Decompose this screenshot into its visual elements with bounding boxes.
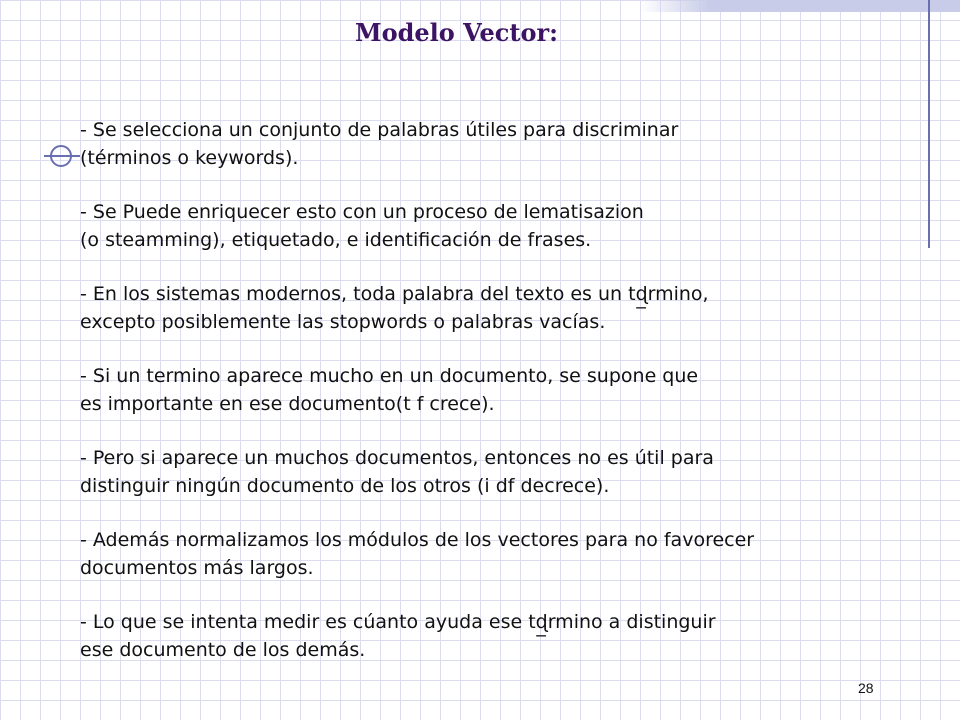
paragraph-line: (términos o keywords). [80,147,299,169]
top-decorative-bar [710,0,960,12]
slide-title: Modelo Vector: [355,18,559,47]
paragraph-7 [80,608,940,664]
paragraph-line: excepto posiblemente las stopwords o palabras vacías. [80,311,606,333]
paragraph-line: - Pero si aparece un muchos documentos, entonces no es útil para [80,447,714,469]
decorative-circle [50,145,72,167]
paragraph-line: - Si un termino aparece mucho en un documento, se supone que [80,365,699,387]
paragraph-line: - Además normalizamos los módulos de los vectores para no favorecer [80,529,755,551]
slide-body [80,116,940,690]
paragraph-5 [80,444,940,500]
paragraph-line: ese documento de los demás. [80,639,366,661]
paragraph-line: - En los sistemas modernos, toda palabra del texto es un tɖ̲rmino, [80,283,709,305]
page-number: 28 [858,680,874,696]
paragraph-line: - Se Puede enriquecer esto con un proceso de lematisazion [80,201,644,223]
paragraph-1 [80,116,940,172]
paragraph-line: documentos más largos. [80,557,314,579]
paragraph-line: - Lo que se intenta medir es cúanto ayuda ese tɖ̲rmino a distinguir [80,611,716,633]
paragraph-line: es importante en ese documento(t f crece). [80,393,495,415]
paragraph-line: - Se selecciona un conjunto de palabras útiles para discriminar [80,119,679,141]
paragraph-4 [80,362,940,418]
top-decorative-gradient [640,0,710,12]
paragraph-2 [80,198,940,254]
paragraph-line: distinguir ningún documento de los otros (i df decrece). [80,475,610,497]
paragraph-line: (o steamming), etiquetado, e identificación de frases. [80,229,592,251]
paragraph-6 [80,526,940,582]
paragraph-3 [80,280,940,336]
